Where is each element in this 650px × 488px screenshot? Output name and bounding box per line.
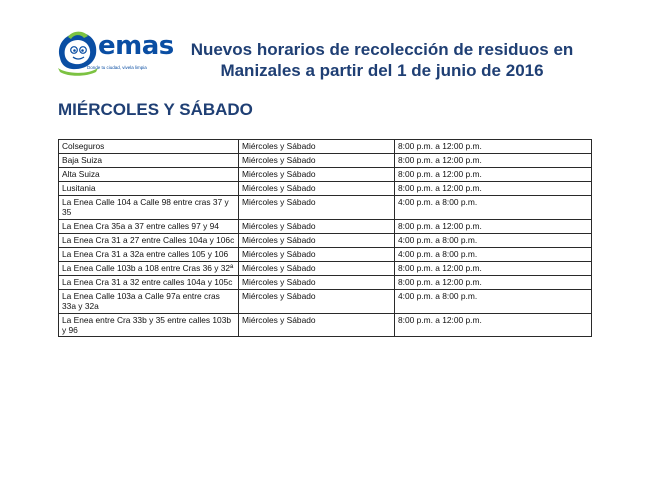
- table-row: [59, 140, 592, 154]
- table-row: [59, 168, 592, 182]
- neighborhood-cell: La Enea Calle 103b a 108 entre Cras 36 y 32ª: [59, 261, 239, 275]
- days-cell: Miércoles y Sábado: [239, 196, 395, 220]
- days-cell: Miércoles y Sábado: [239, 154, 395, 168]
- hours-cell: 8:00 p.m. a 12:00 p.m.: [395, 261, 592, 275]
- logo-wordmark: emas: [98, 31, 174, 61]
- schedule-table-body: [59, 140, 592, 337]
- logo-tagline: Donde tu ciudad, vivela limpia: [87, 65, 147, 70]
- table-row: [59, 275, 592, 289]
- section-heading: MIÉRCOLES Y SÁBADO: [58, 100, 253, 119]
- neighborhood-cell: La Enea Cra 31 a 32 entre calles 104a y 105c: [59, 275, 239, 289]
- neighborhood-cell: Alta Suiza: [59, 168, 239, 182]
- hours-cell: 8:00 p.m. a 12:00 p.m.: [395, 313, 592, 337]
- table-row: [59, 289, 592, 313]
- table-row: [59, 247, 592, 261]
- days-cell: Miércoles y Sábado: [239, 182, 395, 196]
- days-cell: Miércoles y Sábado: [239, 261, 395, 275]
- days-cell: Miércoles y Sábado: [239, 219, 395, 233]
- days-cell: Miércoles y Sábado: [239, 247, 395, 261]
- title-line-1: Nuevos horarios de recolección de residuos en: [190, 40, 574, 59]
- hours-cell: 4:00 p.m. a 8:00 p.m.: [395, 233, 592, 247]
- hours-cell: 4:00 p.m. a 8:00 p.m.: [395, 289, 592, 313]
- hours-cell: 8:00 p.m. a 12:00 p.m.: [395, 219, 592, 233]
- days-cell: Miércoles y Sábado: [239, 275, 395, 289]
- title-line-2: Manizales a partir del 1 de junio de 2016: [220, 61, 544, 80]
- hours-cell: 8:00 p.m. a 12:00 p.m.: [395, 182, 592, 196]
- table-row: [59, 219, 592, 233]
- table-row: [59, 261, 592, 275]
- hours-cell: 8:00 p.m. a 12:00 p.m.: [395, 168, 592, 182]
- hours-cell: 8:00 p.m. a 12:00 p.m.: [395, 140, 592, 154]
- hours-cell: 8:00 p.m. a 12:00 p.m.: [395, 275, 592, 289]
- neighborhood-cell: La Enea Calle 103a a Calle 97a entre cras 33a y 32a: [59, 289, 239, 313]
- table-row: [59, 313, 592, 337]
- table-row: [59, 182, 592, 196]
- neighborhood-cell: La Enea Cra 35a a 37 entre calles 97 y 94: [59, 219, 239, 233]
- days-cell: Miércoles y Sábado: [239, 168, 395, 182]
- table-row: [59, 196, 592, 220]
- days-cell: Miércoles y Sábado: [239, 289, 395, 313]
- document-title: [186, 39, 578, 81]
- days-cell: Miércoles y Sábado: [239, 313, 395, 337]
- hours-cell: 4:00 p.m. a 8:00 p.m.: [395, 196, 592, 220]
- neighborhood-cell: La Enea Cra 31 a 27 entre Calles 104a y 106c: [59, 233, 239, 247]
- neighborhood-cell: Colseguros: [59, 140, 239, 154]
- neighborhood-cell: La Enea entre Cra 33b y 35 entre calles 103b y 96: [59, 313, 239, 337]
- neighborhood-cell: La Enea Calle 104 a Calle 98 entre cras 37 y 35: [59, 196, 239, 220]
- table-row: [59, 233, 592, 247]
- hours-cell: 4:00 p.m. a 8:00 p.m.: [395, 247, 592, 261]
- neighborhood-cell: Baja Suiza: [59, 154, 239, 168]
- hours-cell: 8:00 p.m. a 12:00 p.m.: [395, 154, 592, 168]
- table-row: [59, 154, 592, 168]
- emas-logo: [54, 28, 172, 78]
- days-cell: Miércoles y Sábado: [239, 140, 395, 154]
- days-cell: Miércoles y Sábado: [239, 233, 395, 247]
- neighborhood-cell: La Enea Cra 31 a 32a entre calles 105 y 106: [59, 247, 239, 261]
- neighborhood-cell: Lusitania: [59, 182, 239, 196]
- schedule-table: [58, 139, 592, 337]
